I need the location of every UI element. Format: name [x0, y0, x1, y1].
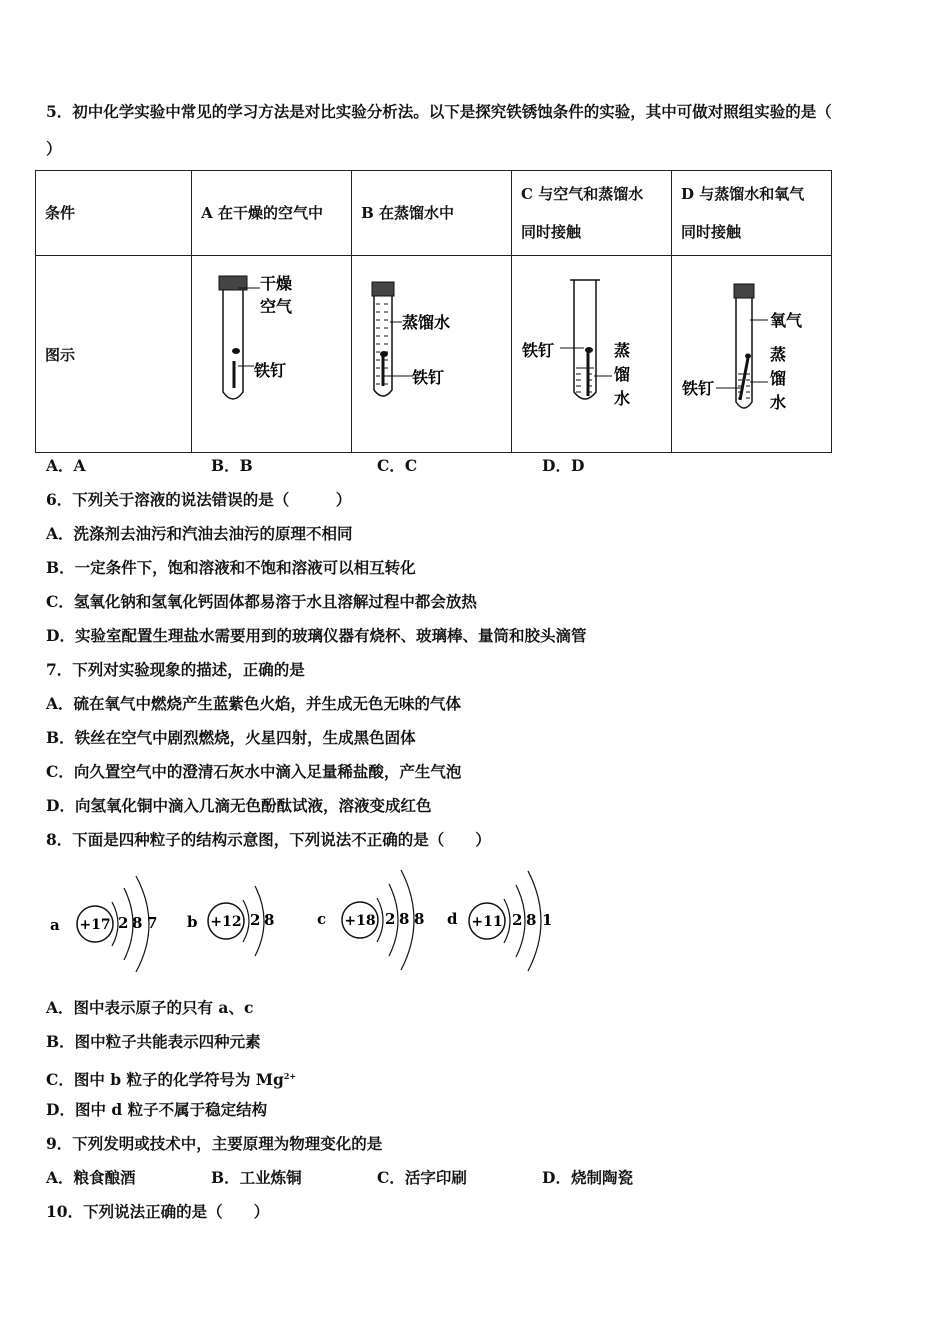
atom-a-shell-2: 8	[132, 914, 143, 932]
test-tube-icon	[574, 280, 596, 399]
figure-b	[352, 256, 512, 453]
table-head-c	[512, 171, 672, 256]
atom-b	[187, 886, 274, 956]
q7-option-b[interactable]: B．铁丝在空气中剧烈燃烧，火星四射，生成黑色固体	[46, 728, 416, 747]
test-tube-a-diagram	[192, 256, 350, 452]
stopper-icon	[372, 282, 394, 296]
q9-option-a[interactable]: A．粮食酿酒	[46, 1168, 136, 1187]
label-water-d2: 馏	[770, 369, 787, 388]
atom-c-nucleus-charge: +18	[344, 913, 376, 929]
figure-a	[192, 256, 352, 453]
test-tube-b-diagram	[352, 256, 510, 452]
label-water-c3: 水	[614, 389, 631, 408]
table-head-d	[672, 171, 832, 256]
label-water-d3: 水	[770, 393, 787, 412]
label-water-c2: 馏	[614, 365, 631, 384]
q8-option-c-text: C．图中 b 粒子的化学符号为 Mg	[46, 1070, 284, 1090]
atom-a	[50, 876, 157, 972]
q7-stem: 7．下列对实验现象的描述，正确的是	[46, 660, 305, 679]
table-head-a: A 在干燥的空气中	[192, 171, 352, 256]
q6-stem: 6．下列关于溶液的说法错误的是（ ）	[46, 490, 352, 509]
q5-stem-end: ）	[46, 139, 62, 158]
atom-d-shell-3: 1	[542, 911, 553, 929]
q5-stem: 5．初中化学实验中常见的学习方法是对比实验分析法。以下是探究铁锈蚀条件的实验，其中可做对照组实验的是（	[46, 102, 832, 121]
table-row-label: 图示	[36, 256, 192, 453]
label-dry: 干燥	[260, 274, 293, 293]
atom-a-nucleus-charge: +17	[79, 917, 111, 933]
q6-option-b[interactable]: B．一定条件下，饱和溶液和不饱和溶液可以相互转化	[46, 558, 416, 577]
q9-option-b[interactable]: B．工业炼铜	[211, 1168, 302, 1187]
atom-b-label: b	[187, 913, 198, 931]
atom-d-label: d	[447, 910, 458, 928]
label-water-c1: 蒸	[614, 341, 631, 360]
atom-c	[317, 870, 424, 970]
atom-d-nucleus-charge: +11	[471, 914, 503, 930]
label-nail-a: 铁钉	[254, 361, 287, 380]
q8-option-d[interactable]: D．图中 d 粒子不属于稳定结构	[46, 1100, 268, 1119]
q7-option-d[interactable]: D．向氢氧化铜中滴入几滴无色酚酞试液，溶液变成红色	[46, 796, 432, 815]
q5-option-b[interactable]: B．B	[211, 456, 253, 475]
stopper-icon	[734, 284, 754, 298]
q8-option-c[interactable]	[46, 1066, 296, 1090]
q8-option-b[interactable]: B．图中粒子共能表示四种元素	[46, 1032, 261, 1051]
atom-d-shell-1: 2	[512, 911, 523, 929]
q5-option-c[interactable]: C．C	[377, 456, 418, 475]
atom-b-nucleus-charge: +12	[210, 914, 242, 930]
q5-option-a[interactable]: A．A	[46, 456, 86, 475]
atom-c-shell-1: 2	[385, 910, 396, 928]
atom-a-shell-3: 7	[147, 914, 158, 932]
table-head-b: B 在蒸馏水中	[352, 171, 512, 256]
q7-option-a[interactable]: A．硫在氧气中燃烧产生蓝紫色火焰，并生成无色无味的气体	[46, 694, 462, 713]
q9-option-c[interactable]: C．活字印刷	[377, 1168, 467, 1187]
q8-option-a[interactable]: A．图中表示原子的只有 a、c	[46, 998, 254, 1017]
label-water-b: 蒸馏水	[402, 313, 451, 332]
q5-experiment-table	[35, 170, 832, 453]
label-nail-b: 铁钉	[412, 368, 445, 387]
q10-stem: 10．下列说法正确的是（ ）	[46, 1202, 270, 1221]
atom-b-shell-1: 2	[250, 911, 261, 929]
q8-stem: 8．下面是四种粒子的结构示意图，下列说法不正确的是（ ）	[46, 830, 491, 849]
table-head-condition: 条件	[36, 171, 192, 256]
atom-d-shell-2: 8	[526, 911, 537, 929]
q6-option-a[interactable]: A．洗涤剂去油污和汽油去油污的原理不相同	[46, 524, 353, 543]
q9-option-d[interactable]: D．烧制陶瓷	[542, 1168, 633, 1187]
label-air: 空气	[260, 297, 293, 316]
test-tube-d-diagram	[672, 256, 830, 452]
figure-c	[512, 256, 672, 453]
label-oxygen-d: 氧气	[770, 311, 803, 330]
q6-option-d[interactable]: D．实验室配置生理盐水需要用到的玻璃仪器有烧杯、玻璃棒、量筒和胶头滴管	[46, 626, 587, 645]
q7-option-c[interactable]: C．向久置空气中的澄清石灰水中滴入足量稀盐酸，产生气泡	[46, 762, 462, 781]
q8-option-c-charge: 2+	[283, 1071, 297, 1081]
atom-c-shell-3: 8	[414, 910, 425, 928]
atom-c-shell-2: 8	[399, 910, 410, 928]
atom-c-label: c	[317, 910, 327, 928]
q8-atom-diagrams	[40, 862, 580, 982]
label-nail-c: 铁钉	[522, 341, 555, 360]
table-head-c-line1: C 与空气和蒸馏水	[521, 185, 644, 203]
figure-d	[672, 256, 832, 453]
atom-a-label: a	[50, 916, 60, 934]
table-head-d-line1: D 与蒸馏水和氧气	[681, 185, 805, 203]
atom-d	[447, 871, 552, 971]
iron-nail-icon	[740, 358, 748, 400]
test-tube-c-diagram	[512, 256, 670, 452]
atom-b-shell-2: 8	[264, 911, 275, 929]
table-head-c-line2: 同时接触	[521, 223, 582, 241]
atom-a-shell-1: 2	[118, 914, 129, 932]
table-head-d-line2: 同时接触	[681, 223, 742, 241]
label-water-d1: 蒸	[770, 345, 787, 364]
q6-option-c[interactable]: C．氢氧化钠和氢氧化钙固体都易溶于水且溶解过程中都会放热	[46, 592, 477, 611]
q9-stem: 9．下列发明或技术中，主要原理为物理变化的是	[46, 1134, 383, 1153]
label-nail-d: 铁钉	[682, 379, 715, 398]
q5-option-d[interactable]: D．D	[542, 456, 585, 475]
